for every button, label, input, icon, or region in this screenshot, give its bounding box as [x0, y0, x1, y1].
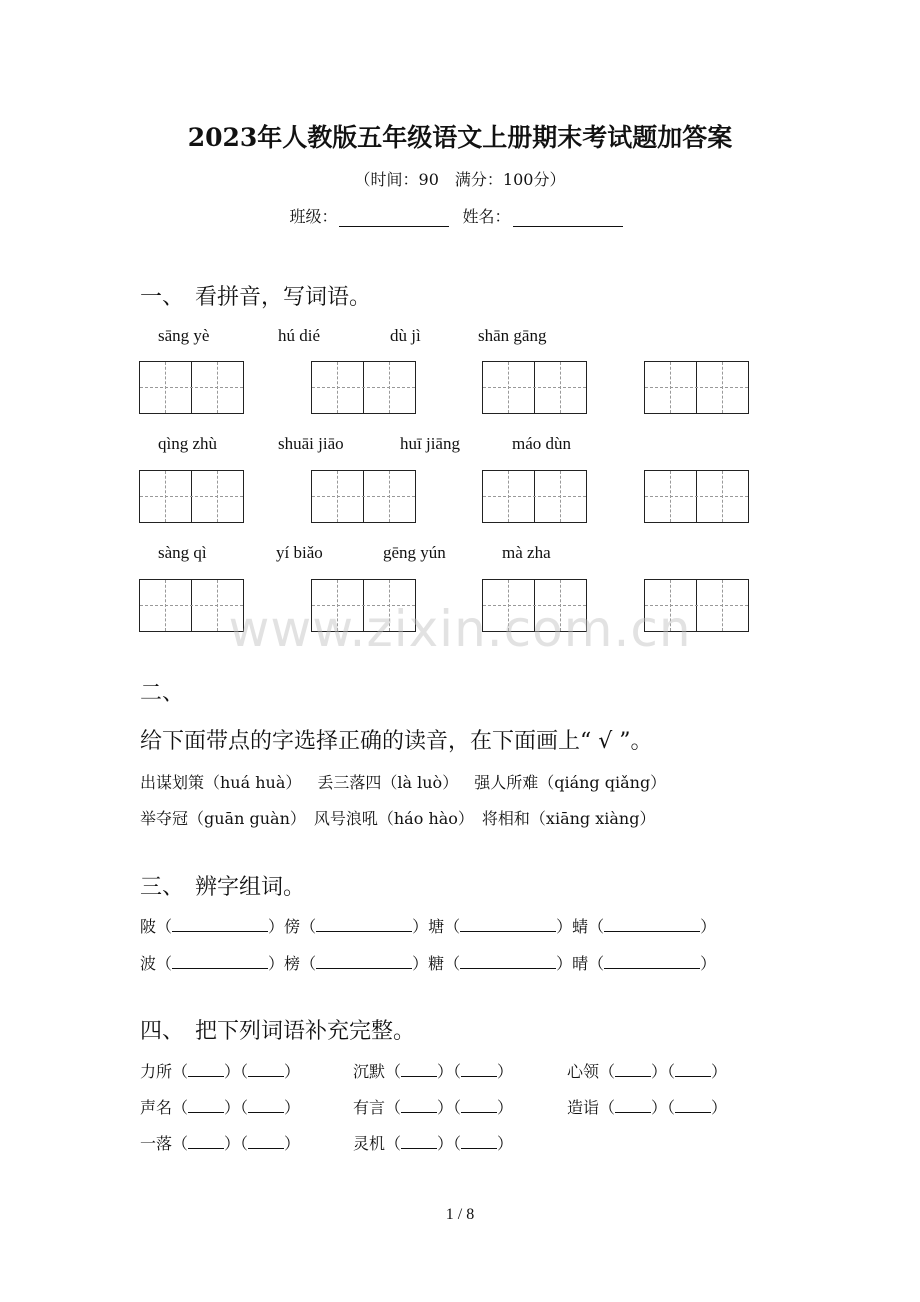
idiom-prefix: 灵机: [353, 1134, 386, 1153]
answer-blank[interactable]: [615, 1062, 651, 1077]
idiom-prefix: 有言: [353, 1098, 386, 1117]
name-label: 姓名：: [462, 207, 511, 226]
char-label: 波: [140, 954, 157, 973]
page-title: 2023年人教版五年级语文上册期末考试题加答案: [187, 123, 733, 152]
answer-blank[interactable]: [172, 954, 268, 969]
char-label: 塘: [428, 917, 445, 936]
answer-blank[interactable]: [316, 917, 412, 932]
answer-blank[interactable]: [604, 954, 700, 969]
idiom-item: 造诣（ ）（ ）: [567, 1098, 728, 1117]
pronunciation-row: [140, 806, 655, 829]
answer-blank[interactable]: [461, 1062, 497, 1077]
pinyin-label: dù jì: [390, 326, 421, 345]
section4-heading: 四、 把下列词语补充完整。: [140, 1019, 416, 1044]
answer-blank[interactable]: [188, 1134, 224, 1149]
watermark: www.zixin.com.cn: [228, 600, 692, 658]
pronunciation-item[interactable]: 出谋划策（huá huà）: [140, 773, 302, 792]
answer-blank[interactable]: [675, 1098, 711, 1113]
writing-box[interactable]: [644, 361, 749, 414]
writing-box[interactable]: [139, 470, 244, 523]
answer-blank[interactable]: [188, 1062, 224, 1077]
answer-blank[interactable]: [461, 1134, 497, 1149]
pinyin-label: sàng qì: [158, 543, 207, 562]
pinyin-label: máo dùn: [512, 434, 572, 453]
char-label: 晴: [572, 954, 589, 973]
pinyin-label: huī jiāng: [400, 434, 460, 453]
answer-blank[interactable]: [604, 917, 700, 932]
pinyin-label: yí biǎo: [276, 543, 323, 562]
answer-blank[interactable]: [615, 1098, 651, 1113]
answer-blank[interactable]: [675, 1062, 711, 1077]
answer-blank[interactable]: [401, 1062, 437, 1077]
pinyin-label: hú dié: [278, 326, 321, 345]
idiom-prefix: 心领: [567, 1062, 600, 1081]
pronunciation-item[interactable]: 将相和（xiāng xiàng）: [481, 809, 656, 828]
idiom-prefix: 力所: [140, 1062, 173, 1081]
char-label: 傍: [284, 917, 301, 936]
answer-blank[interactable]: [248, 1134, 284, 1149]
pronunciation-row: [140, 770, 666, 793]
char-label: 糖: [428, 954, 445, 973]
word-group-row: 陂（ ）傍（ ）塘（ ）蜻（ ）: [140, 917, 717, 936]
writing-box[interactable]: [311, 361, 416, 414]
idiom-prefix: 声名: [140, 1098, 173, 1117]
class-field[interactable]: [339, 210, 449, 227]
answer-blank[interactable]: [172, 917, 268, 932]
answer-blank[interactable]: [248, 1062, 284, 1077]
idiom-item: 力所（ ）（ ）: [140, 1062, 301, 1081]
char-label: 蜻: [572, 917, 589, 936]
pronunciation-item[interactable]: 丢三落四（là luò）: [317, 773, 459, 792]
section2-heading: 二、: [140, 681, 185, 706]
exam-time-score: （时间：90 满分：100分）: [354, 170, 566, 189]
idiom-item: 沉默（ ）（ ）: [353, 1062, 514, 1081]
idiom-item: 一落（ ）（ ）: [140, 1134, 301, 1153]
pinyin-label: sāng yè: [158, 326, 210, 345]
pinyin-label: gēng yún: [383, 543, 446, 562]
student-info: [0, 204, 920, 227]
section3-heading: 三、 辨字组词。: [140, 875, 306, 900]
word-group-row: 波（ ）榜（ ）糖（ ）晴（ ）: [140, 954, 717, 973]
idiom-prefix: 一落: [140, 1134, 173, 1153]
idiom-prefix: 造诣: [567, 1098, 600, 1117]
idiom-prefix: 沉默: [353, 1062, 386, 1081]
writing-box[interactable]: [311, 470, 416, 523]
pronunciation-item[interactable]: 强人所难（qiáng qiǎng）: [474, 773, 667, 792]
writing-box[interactable]: [482, 470, 587, 523]
answer-blank[interactable]: [401, 1098, 437, 1113]
idiom-item: 灵机（ ）（ ）: [353, 1134, 514, 1153]
answer-blank[interactable]: [316, 954, 412, 969]
answer-blank[interactable]: [460, 917, 556, 932]
idiom-item: 有言（ ）（ ）: [353, 1098, 514, 1117]
char-label: 榜: [284, 954, 301, 973]
section2-instruction: 给下面带点的字选择正确的读音，在下面画上“ √ ”。: [140, 729, 653, 754]
char-label: 陂: [140, 917, 157, 936]
answer-blank[interactable]: [188, 1098, 224, 1113]
page-number: 1 / 8: [445, 1206, 475, 1223]
class-label: 班级：: [289, 207, 338, 226]
answer-blank[interactable]: [401, 1134, 437, 1149]
pinyin-label: mà zha: [502, 543, 551, 562]
pronunciation-item[interactable]: 风号浪吼（háo hào）: [313, 809, 474, 828]
idiom-item: 声名（ ）（ ）: [140, 1098, 301, 1117]
writing-box[interactable]: [139, 361, 244, 414]
answer-blank[interactable]: [248, 1098, 284, 1113]
pronunciation-item[interactable]: 举夺冠（guān guàn）: [140, 809, 306, 828]
writing-box[interactable]: [482, 361, 587, 414]
answer-blank[interactable]: [461, 1098, 497, 1113]
section1-heading: 一、 看拼音，写词语。: [140, 285, 372, 310]
name-field[interactable]: [513, 210, 623, 227]
pinyin-label: qìng zhù: [158, 434, 218, 453]
writing-box[interactable]: [644, 470, 749, 523]
idiom-item: 心领（ ）（ ）: [567, 1062, 728, 1081]
pinyin-label: shuāi jiāo: [278, 434, 344, 453]
answer-blank[interactable]: [460, 954, 556, 969]
pinyin-label: shān gāng: [478, 326, 547, 345]
